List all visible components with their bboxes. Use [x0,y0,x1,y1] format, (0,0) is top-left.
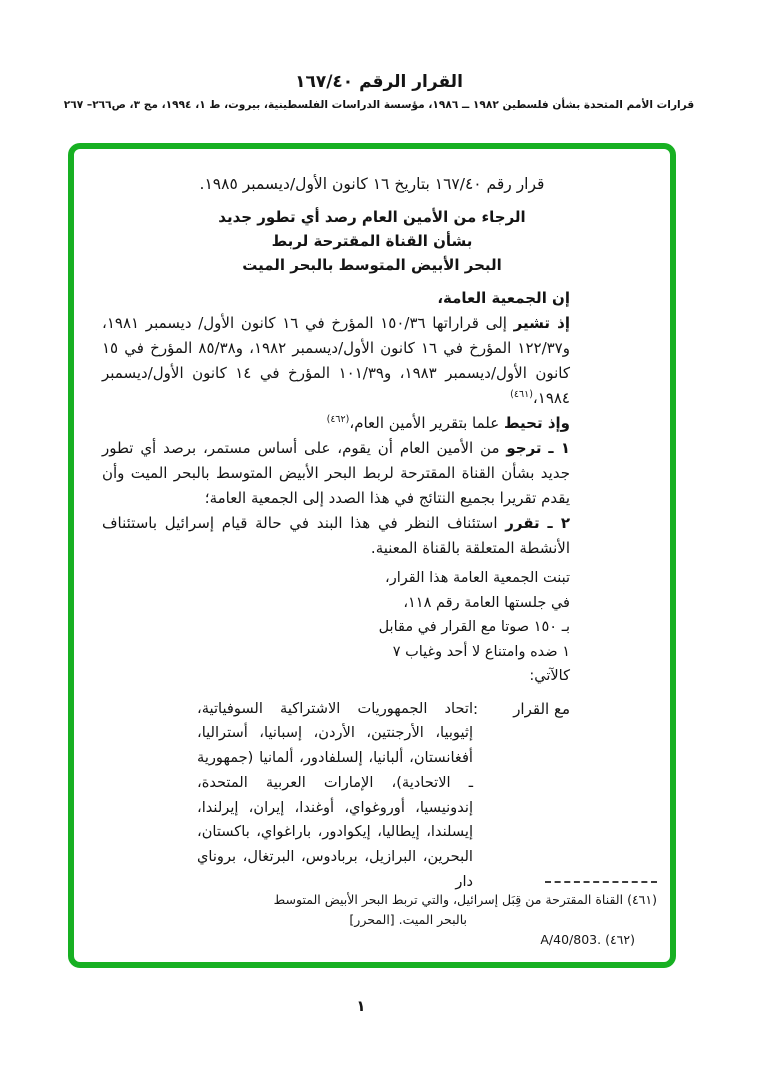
vote-in-favour-row [102,697,570,895]
paragraph-text: علما بتقرير الأمين العام، [349,414,504,432]
footnote-461-continuation: بالبحر الميت. [المحرر] [349,912,467,927]
paragraph-text: إلى قراراتها ١٥٠/٣٦ المؤرخ في ١٦ كانون الأول/ ديسمبر ١٩٨١، و١٢٢/٣٧ المؤرخ في ١٦ كانون الأول/ديسمبر ١٩٨٢، و٨٥/٣٨ المؤرخ في ١٥ كانون الأول/ديسمبر ١٩٨٣، و١٠١/٣٩ المؤرخ في ١٤ كانون الأول/ديسمبر ١٩٨٤، [102,314,570,407]
paragraph-lead: تقرر [505,514,540,532]
paragraph-lead: إذ تشير [513,314,570,332]
footnote-462 [205,930,635,950]
resolution-number-heading: القرار الرقم ١٦٧/٤٠ [295,72,463,92]
vote-label-text: مع القرار [513,699,570,718]
operative-paragraph-1 [102,436,570,511]
adoption-line: في جلستها العامة رقم ١١٨، [403,594,570,611]
footnote-text: القناة المقترحة من قِبَل إسرائيل، والتي تربط البحر الأبيض المتوسط [273,892,624,907]
preamble-paragraph-takes-note [102,411,570,436]
footnote-ref-461: (٤٦١) [510,389,533,400]
paragraph-text: من الأمين العام أن يقوم، على أساس مستمر، برصد أي تطور جديد بشأن القناة المقترحة لربط البحر الأبيض المتوسط بالبحر الميت وأن يقدم تقريرا بجميع النتائج في هذا الصدد إلى الجمعية العامة؛ [102,439,570,507]
paragraph-lead: ترجو [506,439,542,457]
adoption-line: كالآتي: [529,668,570,684]
adoption-record [102,566,570,689]
adoption-line: بـ ١٥٠ صوتا مع القرار في مقابل [378,619,570,635]
subject-line-3: البحر الأبيض المتوسط بالبحر الميت [242,256,502,274]
preamble-intro: إن الجمعية العامة، [437,289,570,307]
paragraph-number: ٢ ـ [547,514,570,532]
footnotes-block [205,881,657,950]
resolution-subject [74,205,670,277]
vote-label-colon: : [473,699,479,718]
subject-line-2: بشأن القناة المقترحة لربط [271,232,473,250]
footnote-461 [205,890,657,910]
footnote-document-symbol: A/40/803. [540,932,602,947]
subject-line-1: الرجاء من الأمين العام رصد أي تطور جديد [218,208,526,226]
resolution-title-line: قرار رقم ١٦٧/٤٠ بتاريخ ١٦ كانون الأول/ديسمبر ١٩٨٥. [199,175,545,193]
footnote-marker: (٤٦١) [627,892,657,907]
resolution-border-box [68,143,676,968]
footnote-ref-462: (٤٦٢) [326,414,350,425]
resolution-body [102,286,570,561]
adoption-line: تبنت الجمعية العامة هذا القرار، [385,570,570,586]
page-header [0,72,758,111]
vote-in-favour-countries: اتحاد الجمهوريات الاشتراكية السوفياتية، إثيوبيا، الأرجنتين، الأردن، إسبانيا، أستراليا، أفغانستان، ألبانيا، إلسلفادور، ألمانيا (جمهورية ـ الاتحادية)، الإمارات العربية المتحدة، إندونيسيا، أوروغواي، أوغندا، إيران، إيرلندا، إيسلندا، إيطاليا، إيكوادور، باراغواي، باكستان، البحرين، البرازيل، بربادوس، البرتغال، بروناي دار [197,699,473,891]
footnote-marker: (٤٦٢) [605,932,635,947]
adoption-line: ١ ضده وامتناع لا أحد وغياب ٧ [392,643,570,660]
paragraph-number: ١ ـ [548,439,570,457]
source-citation: قرارات الأمم المتحدة بشأن فلسطين ١٩٨٢ ــ ١٩٨٦، مؤسسة الدراسات الفلسطينية، بيروت، ط ١، ١٩٩٤، مج ٣، ص٢٦٦– ٢٦٧ [63,99,695,111]
footnote-separator-rule [545,881,657,883]
preamble-paragraph-recalls [102,311,570,411]
page-number: ١ [356,997,366,1015]
operative-paragraph-2 [102,511,570,561]
vote-in-favour-label [473,697,570,895]
paragraph-text: استئناف النظر في هذا البند في حالة قيام إسرائيل باستئناف الأنشطة المتعلقة بالقناة المعنية. [102,514,570,557]
paragraph-lead: وإذ تحيط [503,414,570,432]
